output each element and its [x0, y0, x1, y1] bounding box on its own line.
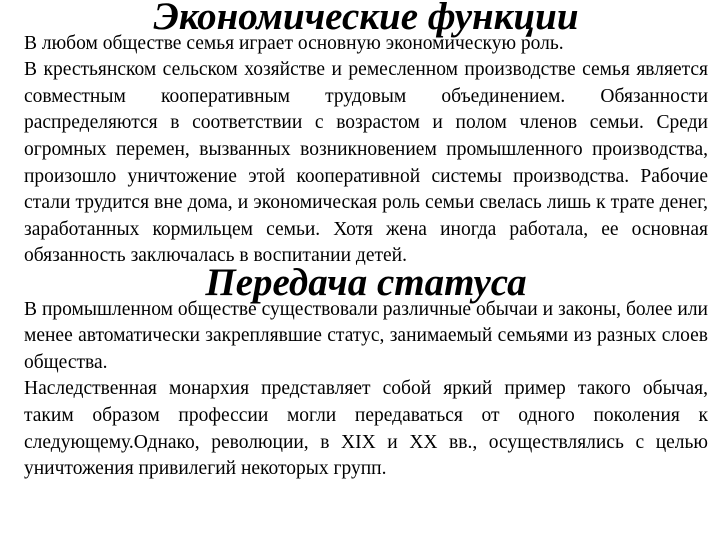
section-heading-status-transfer: Передача статуса	[205, 260, 527, 304]
section-heading-economic-functions: Экономические функции	[153, 0, 579, 38]
document-page	[24, 0, 708, 483]
paragraph-economic-role: В любом обществе семья играет основную экономическую роль.	[24, 32, 564, 54]
paragraph-peasant-household: В крестьянском сельском хозяйстве и ремесленном производстве семья является совместным кооперативным трудовым объединением. Обязанности распределяются в соответствии с возрастом и полом членов семьи. Среди огромных перемен, вызванных возникновением промышленного производства, произошло уничтожение этой кооперативной системы производства. Рабочие стали трудится вне дома, и экономическая роль семьи свелась лишь к трате денег, заработанных кормильцем семьи. Хотя жена иногда работала, ее основная обязанность заключалась в воспитании детей.	[24, 59, 708, 267]
paragraph-industrial-society: В промышленном обществе существовали различные обычаи и законы, более или менее автоматически закреплявшие статус, занимаемый семьями из разных слоев общества.	[24, 298, 708, 373]
paragraph-hereditary-monarchy: Наследственная монархия представляет собой яркий пример такого обычая, таким образом профессии могли передаваться от одного поколения к следующему.Однако, революции, в XIX и XX вв., осуществлялись с целью уничтожения привилегий некоторых групп.	[24, 378, 708, 480]
